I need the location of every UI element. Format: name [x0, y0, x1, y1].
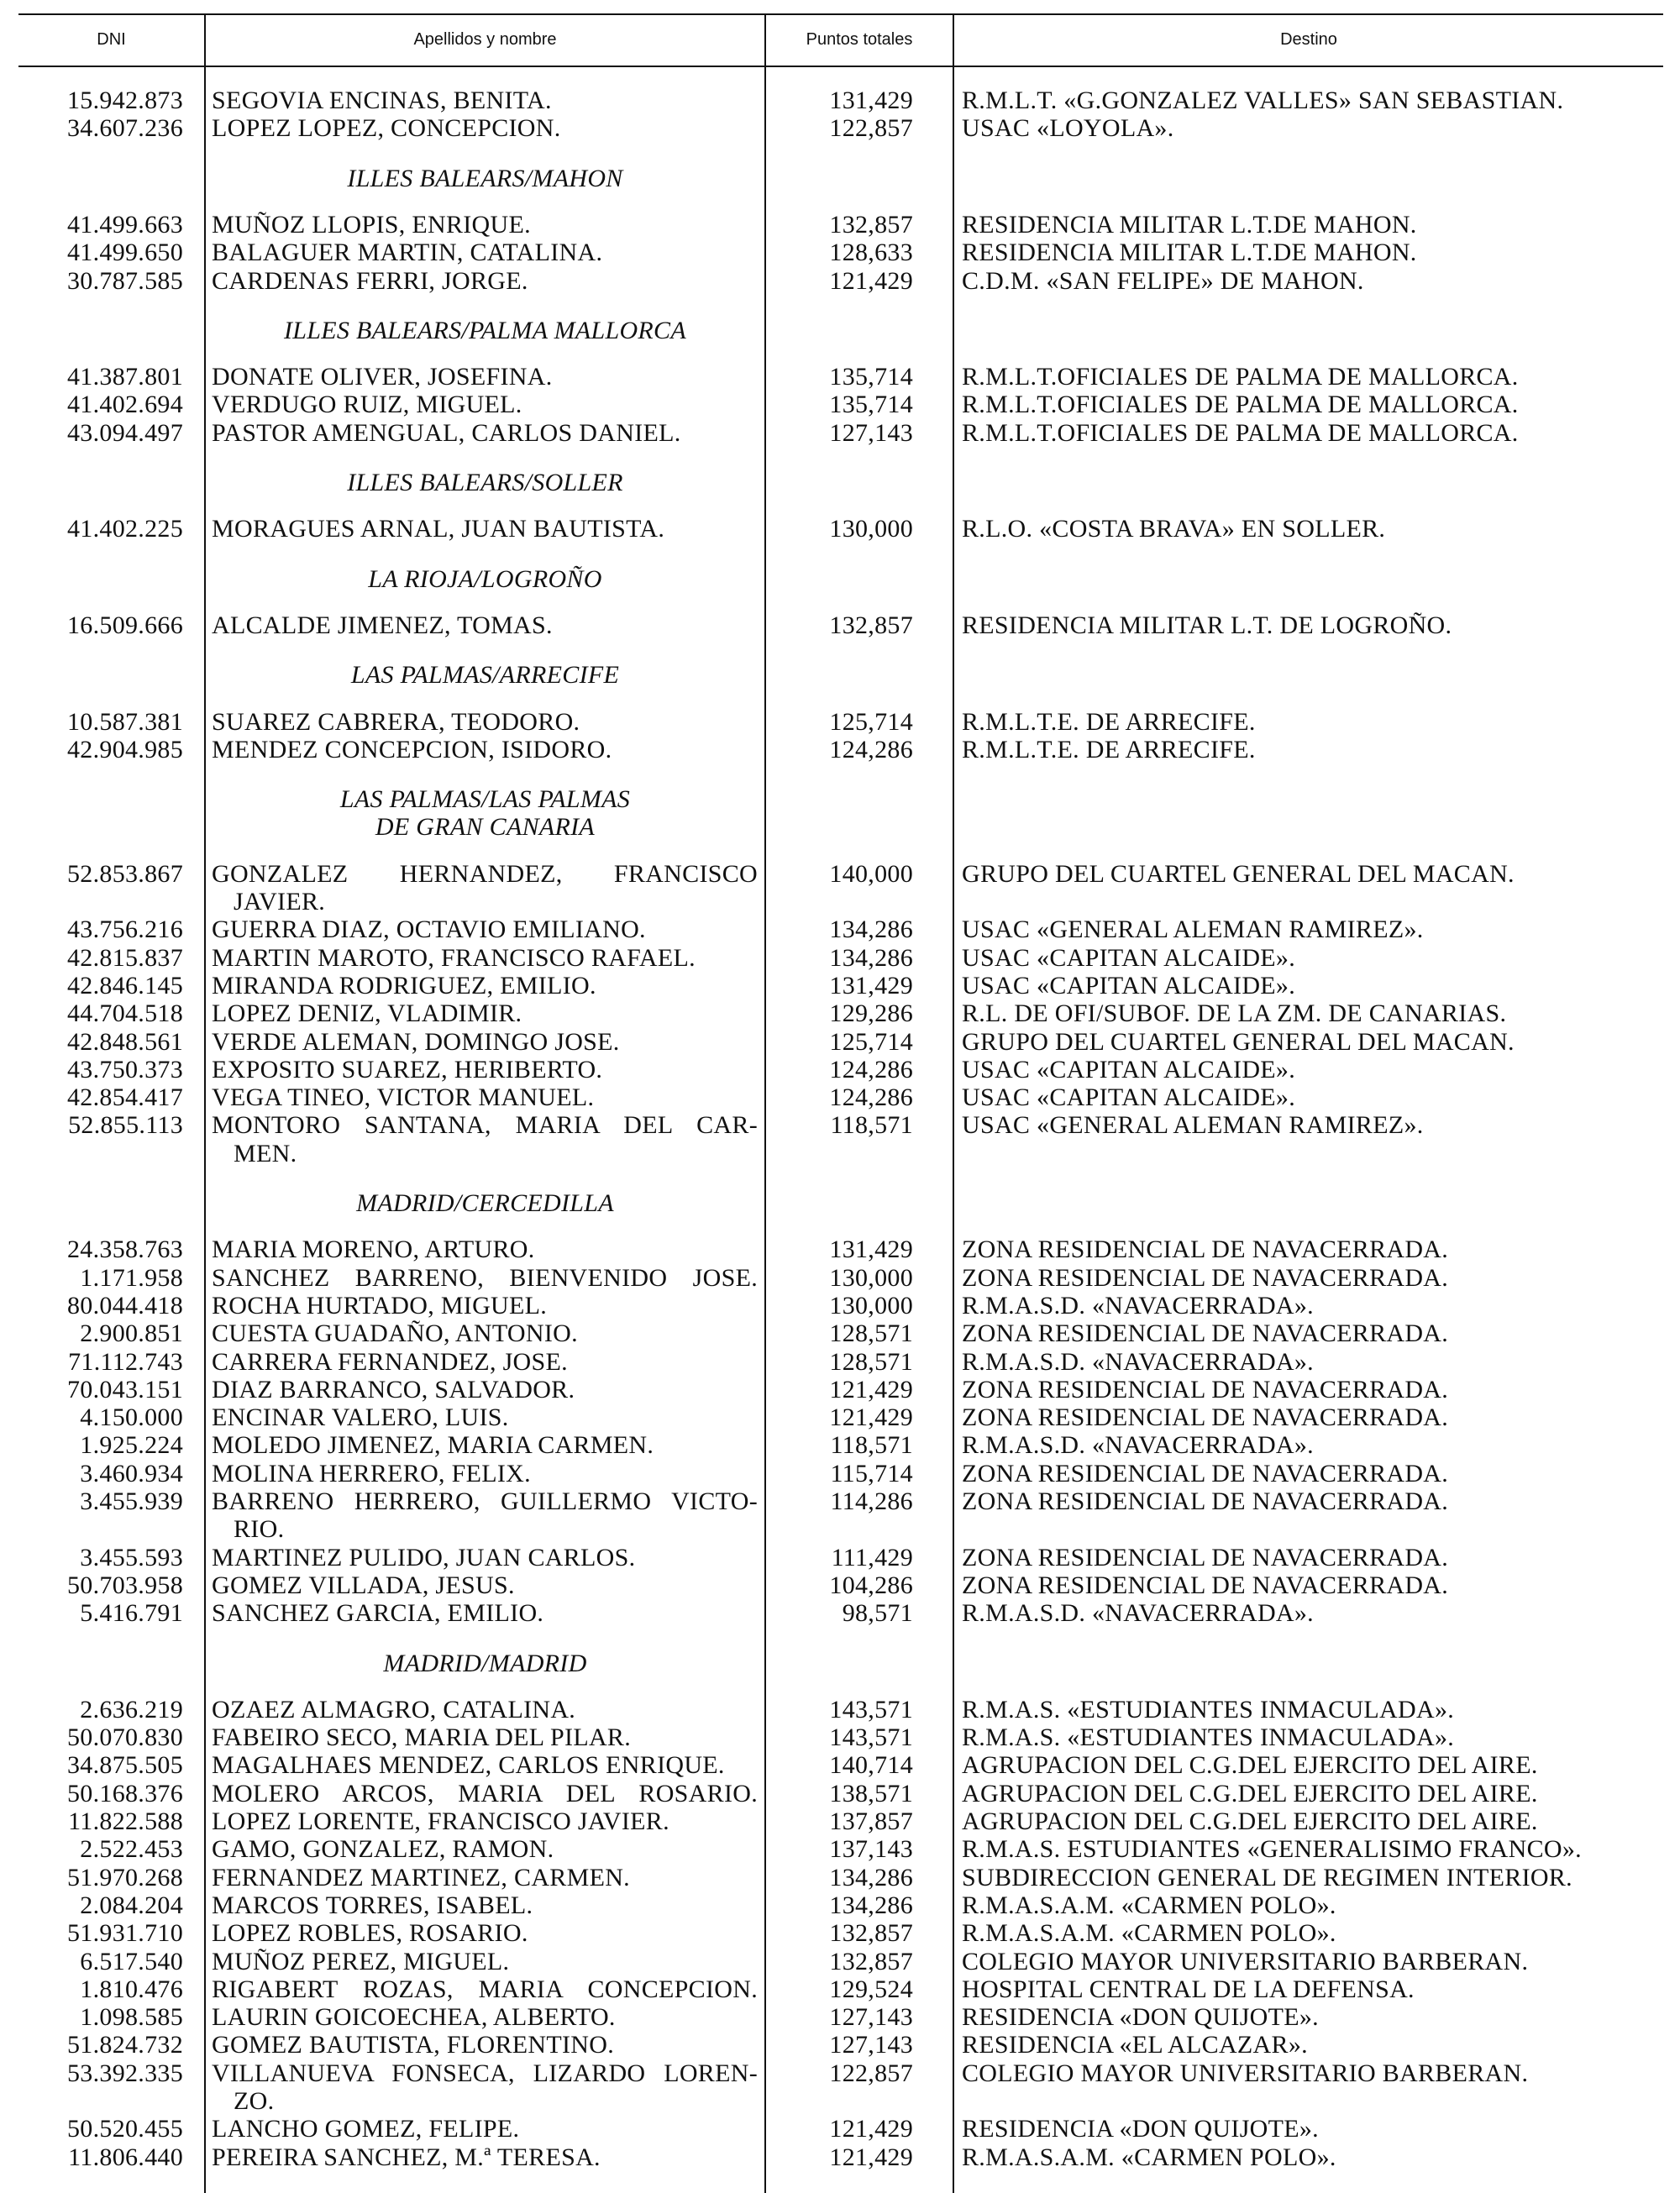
points-cell: 132,857 — [829, 1919, 913, 1948]
points-cell: 121,429 — [829, 1403, 913, 1432]
table-row — [0, 211, 1680, 239]
destination-cell: ZONA RESIDENCIAL DE NAVACERRADA. — [962, 1236, 1449, 1264]
section-heading: ILLES BALEARS/PALMA MALLORCA — [284, 316, 686, 344]
table-row — [0, 915, 1680, 943]
name-cell: MOLINA HERRERO, FELIX. — [212, 1459, 531, 1487]
dni-cell: 52.855.113 — [68, 1111, 183, 1140]
points-cell: 129,524 — [829, 1975, 913, 2003]
name-cell: FERNANDEZ MARTINEZ, CARMEN. — [212, 1863, 630, 1891]
name-cell: ENCINAR VALERO, LUIS. — [212, 1403, 509, 1432]
destination-cell: AGRUPACION DEL C.G.DEL EJERCITO DEL AIRE. — [962, 1807, 1538, 1835]
points-cell: 134,286 — [829, 1863, 913, 1891]
name-cell: MAGALHAES MENDEZ, CARLOS ENRIQUE. — [212, 1751, 725, 1780]
table-row-continuation — [0, 1140, 1680, 1167]
name-cell: VERDE ALEMAN, DOMINGO JOSE. — [212, 1027, 620, 1056]
destination-cell: USAC «CAPITAN ALCAIDE». — [962, 1083, 1296, 1112]
dni-cell: 34.607.236 — [67, 114, 183, 143]
section-heading-continuation: DE GRAN CANARIA — [375, 813, 596, 842]
destination-cell: GRUPO DEL CUARTEL GENERAL DEL MACAN. — [962, 1027, 1515, 1056]
table-row — [0, 708, 1680, 736]
table-row — [0, 1835, 1680, 1863]
dni-cell: 42.854.417 — [67, 1083, 183, 1112]
points-cell: 128,571 — [829, 1319, 913, 1348]
table-row — [0, 972, 1680, 999]
dni-cell: 50.070.830 — [67, 1723, 183, 1752]
section-heading: LAS PALMAS/LAS PALMAS — [339, 785, 631, 814]
table-row — [0, 1864, 1680, 1891]
name-cell: CARRERA FERNANDEZ, JOSE. — [212, 1347, 568, 1376]
points-cell: 143,571 — [829, 1695, 913, 1723]
name-cell: MORAGUES ARNAL, JUAN BAUTISTA. — [212, 515, 665, 543]
points-cell: 127,143 — [829, 418, 913, 447]
name-cell: SANCHEZ GARCIA, EMILIO. — [212, 1599, 544, 1628]
table-row — [0, 1111, 1680, 1139]
dni-cell: 10.587.381 — [67, 707, 183, 736]
destination-cell: R.L. DE OFI/SUBOF. DE LA ZM. DE CANARIAS. — [962, 999, 1507, 1028]
name-cell: MARCOS TORRES, ISABEL. — [212, 1891, 533, 1919]
dni-cell: 2.900.851 — [80, 1319, 183, 1348]
name-cell-continuation: MEN. — [234, 1139, 297, 1167]
destination-cell: R.M.A.S.A.M. «CARMEN POLO». — [962, 1919, 1336, 1948]
destination-cell: AGRUPACION DEL C.G.DEL EJERCITO DEL AIRE. — [962, 1779, 1538, 1807]
table-row — [0, 2003, 1680, 2031]
destination-cell: USAC «CAPITAN ALCAIDE». — [962, 943, 1296, 972]
dni-cell: 50.703.958 — [67, 1571, 183, 1599]
destination-cell: GRUPO DEL CUARTEL GENERAL DEL MACAN. — [962, 859, 1515, 888]
destination-cell: R.M.A.S.D. «NAVACERRADA». — [962, 1599, 1314, 1628]
dni-cell: 15.942.873 — [67, 87, 183, 114]
name-cell: PASTOR AMENGUAL, CARLOS DANIEL. — [212, 418, 681, 447]
dni-cell: 11.822.588 — [68, 1807, 183, 1835]
destination-cell: ZONA RESIDENCIAL DE NAVACERRADA. — [962, 1459, 1449, 1487]
destination-cell: RESIDENCIA MILITAR L.T.DE MAHON. — [962, 210, 1417, 239]
table-row — [0, 1599, 1680, 1627]
dni-cell: 80.044.418 — [67, 1291, 183, 1319]
name-cell: MIRANDA RODRIGUEZ, EMILIO. — [212, 971, 596, 999]
name-cell: BALAGUER MARTIN, CATALINA. — [212, 239, 603, 267]
points-cell: 125,714 — [829, 1027, 913, 1056]
table-row — [0, 1236, 1680, 1263]
dni-cell: 1.925.224 — [80, 1431, 183, 1460]
points-cell: 127,143 — [829, 2031, 913, 2059]
destination-cell: USAC «GENERAL ALEMAN RAMIREZ». — [962, 1111, 1424, 1140]
name-cell: LOPEZ LOPEZ, CONCEPCION. — [212, 114, 561, 143]
name-cell: MUÑOZ PEREZ, MIGUEL. — [212, 1947, 510, 1975]
table-header-rule — [18, 66, 1663, 67]
destination-cell: R.M.L.T.OFICIALES DE PALMA DE MALLORCA. — [962, 391, 1519, 419]
name-cell: LAURIN GOICOECHEA, ALBERTO. — [212, 2003, 616, 2032]
table-row — [0, 611, 1680, 639]
table-row — [0, 1948, 1680, 1975]
table-row — [0, 1891, 1680, 1919]
destination-cell: R.M.A.S.D. «NAVACERRADA». — [962, 1291, 1314, 1319]
table-row — [0, 1751, 1680, 1779]
name-cell: MARIA MORENO, ARTURO. — [212, 1236, 535, 1264]
name-cell: DIAZ BARRANCO, SALVADOR. — [212, 1375, 575, 1403]
destination-cell: AGRUPACION DEL C.G.DEL EJERCITO DEL AIRE. — [962, 1751, 1538, 1780]
table-row — [0, 1319, 1680, 1347]
name-cell: OZAEZ ALMAGRO, CATALINA. — [212, 1695, 576, 1723]
points-cell: 121,429 — [829, 2115, 913, 2143]
name-cell: PEREIRA SANCHEZ, M.ª TERESA. — [212, 2143, 601, 2171]
table-row — [0, 1083, 1680, 1111]
dni-cell: 1.810.476 — [80, 1975, 183, 2003]
dni-cell: 43.756.216 — [67, 915, 183, 944]
destination-cell: R.M.A.S. «ESTUDIANTES INMACULADA». — [962, 1695, 1455, 1723]
table-row — [0, 1807, 1680, 1835]
points-cell: 143,571 — [829, 1723, 913, 1752]
points-cell: 128,571 — [829, 1347, 913, 1376]
table-row — [0, 2031, 1680, 2059]
dni-cell: 52.853.867 — [67, 859, 183, 888]
points-cell: 125,714 — [829, 707, 913, 736]
table-row — [0, 1780, 1680, 1807]
table-row — [0, 1403, 1680, 1431]
points-cell: 140,714 — [829, 1751, 913, 1780]
table-row — [0, 1264, 1680, 1292]
destination-cell: R.M.A.S.A.M. «CARMEN POLO». — [962, 1891, 1336, 1919]
table-row — [0, 1571, 1680, 1599]
destination-cell: RESIDENCIA «DON QUIJOTE». — [962, 2115, 1319, 2143]
section-heading: MADRID/MADRID — [383, 1649, 587, 1677]
points-cell: 122,857 — [829, 2059, 913, 2087]
destination-cell: USAC «CAPITAN ALCAIDE». — [962, 971, 1296, 999]
points-cell: 98,571 — [842, 1599, 913, 1628]
name-cell: GOMEZ BAUTISTA, FLORENTINO. — [212, 2031, 615, 2059]
dni-cell: 24.358.763 — [67, 1236, 183, 1264]
dni-cell: 41.402.225 — [67, 515, 183, 543]
points-cell: 131,429 — [829, 87, 913, 114]
name-cell: GOMEZ VILLADA, JESUS. — [212, 1571, 515, 1599]
destination-cell: RESIDENCIA «DON QUIJOTE». — [962, 2003, 1319, 2032]
table-row — [0, 1056, 1680, 1083]
section-heading: MADRID/CERCEDILLA — [356, 1189, 614, 1217]
dni-cell: 41.387.801 — [67, 363, 183, 391]
dni-cell: 50.168.376 — [67, 1779, 183, 1807]
points-cell: 132,857 — [829, 210, 913, 239]
dni-cell: 41.499.663 — [67, 210, 183, 239]
points-cell: 134,286 — [829, 1891, 913, 1919]
dni-cell: 51.931.710 — [67, 1919, 183, 1948]
table-row — [0, 2059, 1680, 2087]
dni-cell: 11.806.440 — [68, 2143, 183, 2171]
destination-cell: COLEGIO MAYOR UNIVERSITARIO BARBERAN. — [962, 1947, 1529, 1975]
points-cell: 140,000 — [829, 859, 913, 888]
destination-cell: HOSPITAL CENTRAL DE LA DEFENSA. — [962, 1975, 1415, 2003]
destination-cell: R.L.O. «COSTA BRAVA» EN SOLLER. — [962, 515, 1386, 543]
section-heading: ILLES BALEARS/MAHON — [347, 164, 623, 192]
destination-cell: ZONA RESIDENCIAL DE NAVACERRADA. — [962, 1571, 1449, 1599]
dni-cell: 43.750.373 — [67, 1055, 183, 1083]
table-row — [0, 1919, 1680, 1947]
points-cell: 130,000 — [829, 1291, 913, 1319]
name-cell-continuation: JAVIER. — [234, 888, 326, 915]
dni-cell: 2.636.219 — [80, 1695, 183, 1723]
name-cell: ALCALDE JIMENEZ, TOMAS. — [212, 611, 553, 639]
destination-cell: RESIDENCIA MILITAR L.T.DE MAHON. — [962, 239, 1417, 267]
points-cell: 121,429 — [829, 2143, 913, 2171]
destination-cell: COLEGIO MAYOR UNIVERSITARIO BARBERAN. — [962, 2059, 1529, 2087]
dni-cell: 3.455.939 — [80, 1487, 183, 1515]
destination-cell: USAC «CAPITAN ALCAIDE». — [962, 1055, 1296, 1083]
name-cell: SANCHEZ BARRENO, BIENVENIDO JOSE. — [212, 1263, 758, 1292]
points-cell: 135,714 — [829, 363, 913, 391]
destination-cell: ZONA RESIDENCIAL DE NAVACERRADA. — [962, 1487, 1449, 1515]
points-cell: 127,143 — [829, 2003, 913, 2032]
dni-cell: 3.460.934 — [80, 1459, 183, 1487]
name-cell-continuation: ZO. — [234, 2087, 275, 2115]
table-row — [0, 391, 1680, 418]
table-row — [0, 1544, 1680, 1571]
destination-cell: C.D.M. «SAN FELIPE» DE MAHON. — [962, 266, 1364, 295]
destination-cell: ZONA RESIDENCIAL DE NAVACERRADA. — [962, 1263, 1449, 1292]
points-cell: 137,857 — [829, 1807, 913, 1835]
dni-cell: 42.904.985 — [67, 735, 183, 763]
points-cell: 124,286 — [829, 1083, 913, 1112]
dni-cell: 42.815.837 — [67, 943, 183, 972]
dni-cell: 70.043.151 — [67, 1375, 183, 1403]
table-row-continuation — [0, 1515, 1680, 1543]
name-cell: EXPOSITO SUAREZ, HERIBERTO. — [212, 1055, 603, 1083]
name-cell: LOPEZ DENIZ, VLADIMIR. — [212, 999, 522, 1028]
dni-cell: 51.970.268 — [67, 1863, 183, 1891]
name-cell: DONATE OLIVER, JOSEFINA. — [212, 363, 553, 391]
points-cell: 115,714 — [830, 1459, 913, 1487]
destination-cell: R.M.L.T.E. DE ARRECIFE. — [962, 707, 1256, 736]
points-cell: 124,286 — [829, 735, 913, 763]
name-cell: RIGABERT ROZAS, MARIA CONCEPCION. — [212, 1975, 758, 2003]
name-cell: GAMO, GONZALEZ, RAMON. — [212, 1835, 554, 1864]
table-row — [0, 87, 1680, 114]
table-row — [0, 2143, 1680, 2171]
destination-cell: R.M.A.S.A.M. «CARMEN POLO». — [962, 2143, 1336, 2171]
dni-cell: 34.875.505 — [67, 1751, 183, 1780]
destination-cell: R.M.A.S.D. «NAVACERRADA». — [962, 1347, 1314, 1376]
points-cell: 134,286 — [829, 915, 913, 944]
points-cell: 135,714 — [829, 391, 913, 419]
name-cell: GUERRA DIAZ, OCTAVIO EMILIANO. — [212, 915, 646, 944]
dni-cell: 42.846.145 — [67, 971, 183, 999]
points-cell: 134,286 — [829, 943, 913, 972]
points-cell: 124,286 — [829, 1055, 913, 1083]
destination-cell: R.M.A.S. «ESTUDIANTES INMACULADA». — [962, 1723, 1455, 1752]
table-row — [0, 1292, 1680, 1319]
dni-cell: 53.392.335 — [67, 2059, 183, 2087]
name-cell: VILLANUEVA FONSECA, LIZARDO LOREN- — [212, 2059, 758, 2087]
name-cell: ROCHA HURTADO, MIGUEL. — [212, 1291, 548, 1319]
name-cell: SEGOVIA ENCINAS, BENITA. — [212, 87, 552, 114]
name-cell: MOLEDO JIMENEZ, MARIA CARMEN. — [212, 1431, 654, 1460]
name-cell: MENDEZ CONCEPCION, ISIDORO. — [212, 735, 612, 763]
destination-cell: SUBDIRECCION GENERAL DE REGIMEN INTERIOR. — [962, 1863, 1572, 1891]
destination-cell: R.M.L.T.E. DE ARRECIFE. — [962, 735, 1256, 763]
destination-cell: ZONA RESIDENCIAL DE NAVACERRADA. — [962, 1403, 1449, 1432]
table-row — [0, 1028, 1680, 1056]
destination-cell: RESIDENCIA MILITAR L.T. DE LOGROÑO. — [962, 611, 1452, 639]
table-row — [0, 860, 1680, 888]
name-cell: MOLERO ARCOS, MARIA DEL ROSARIO. — [212, 1779, 758, 1807]
table-row — [0, 363, 1680, 391]
points-cell: 138,571 — [829, 1779, 913, 1807]
name-cell: GONZALEZ HERNANDEZ, FRANCISCO — [212, 859, 758, 888]
table-row — [0, 1376, 1680, 1403]
destination-cell: R.M.L.T.OFICIALES DE PALMA DE MALLORCA. — [962, 418, 1519, 447]
section-heading: ILLES BALEARS/SOLLER — [347, 469, 623, 496]
points-cell: 114,286 — [830, 1487, 913, 1515]
table-row — [0, 114, 1680, 142]
points-cell: 131,429 — [829, 1236, 913, 1264]
name-cell: MARTINEZ PULIDO, JUAN CARLOS. — [212, 1543, 636, 1571]
name-cell: MONTORO SANTANA, MARIA DEL CAR- — [212, 1111, 758, 1140]
table-row — [0, 239, 1680, 266]
name-cell: MUÑOZ LLOPIS, ENRIQUE. — [212, 210, 531, 239]
dni-cell: 4.150.000 — [80, 1403, 183, 1432]
points-cell: 130,000 — [829, 1263, 913, 1292]
points-cell: 132,857 — [829, 611, 913, 639]
points-cell: 128,633 — [829, 239, 913, 267]
table-row-continuation — [0, 2087, 1680, 2115]
name-cell: MARTIN MAROTO, FRANCISCO RAFAEL. — [212, 943, 696, 972]
name-cell: VERDUGO RUIZ, MIGUEL. — [212, 391, 522, 419]
name-cell: VEGA TINEO, VICTOR MANUEL. — [212, 1083, 595, 1112]
destination-cell: USAC «GENERAL ALEMAN RAMIREZ». — [962, 915, 1424, 944]
dni-cell: 5.416.791 — [80, 1599, 183, 1628]
table-row — [0, 1487, 1680, 1515]
name-cell: LOPEZ ROBLES, ROSARIO. — [212, 1919, 528, 1948]
points-cell: 137,143 — [829, 1835, 913, 1864]
destination-cell: ZONA RESIDENCIAL DE NAVACERRADA. — [962, 1319, 1449, 1348]
dni-cell: 42.848.561 — [67, 1027, 183, 1056]
destination-cell: USAC «LOYOLA». — [962, 114, 1174, 143]
header-destination: Destino — [1280, 29, 1337, 49]
points-cell: 129,286 — [829, 999, 913, 1028]
points-cell: 118,571 — [830, 1111, 913, 1140]
section-heading: LA RIOJA/LOGROÑO — [368, 564, 602, 593]
points-cell: 104,286 — [829, 1571, 913, 1599]
table-row — [0, 515, 1680, 543]
table-row — [0, 1723, 1680, 1751]
header-dni: DNI — [97, 29, 126, 49]
points-cell: 122,857 — [829, 114, 913, 143]
table-row — [0, 999, 1680, 1027]
dni-cell: 71.112.743 — [68, 1347, 183, 1376]
dni-cell: 30.787.585 — [67, 266, 183, 295]
table-row-continuation — [0, 888, 1680, 915]
table-row — [0, 944, 1680, 972]
table-row — [0, 1696, 1680, 1723]
dni-cell: 50.520.455 — [67, 2115, 183, 2143]
points-cell: 111,429 — [831, 1543, 913, 1571]
destination-cell: RESIDENCIA «EL ALCAZAR». — [962, 2031, 1308, 2059]
points-cell: 121,429 — [829, 1375, 913, 1403]
table-row — [0, 1431, 1680, 1459]
dni-cell: 1.171.958 — [80, 1263, 183, 1292]
dni-cell: 3.455.593 — [80, 1543, 183, 1571]
header-points: Puntos totales — [806, 29, 913, 49]
dni-cell: 16.509.666 — [67, 611, 183, 639]
destination-cell: R.M.A.S.D. «NAVACERRADA». — [962, 1431, 1314, 1460]
section-heading: LAS PALMAS/ARRECIFE — [350, 661, 620, 690]
dni-cell: 41.402.694 — [67, 391, 183, 419]
dni-cell: 43.094.497 — [67, 418, 183, 447]
table-row — [0, 736, 1680, 763]
dni-cell: 2.522.453 — [80, 1835, 183, 1864]
dni-cell: 44.704.518 — [67, 999, 183, 1028]
table-row — [0, 1348, 1680, 1376]
header-name: Apellidos y nombre — [413, 29, 557, 49]
dni-cell: 51.824.732 — [67, 2031, 183, 2059]
table-row — [0, 419, 1680, 447]
name-cell: BARRENO HERRERO, GUILLERMO VICTO- — [212, 1487, 758, 1515]
table-row — [0, 1460, 1680, 1487]
dni-cell: 2.084.204 — [80, 1891, 183, 1919]
destination-cell: R.M.L.T.OFICIALES DE PALMA DE MALLORCA. — [962, 363, 1519, 391]
points-cell: 131,429 — [829, 971, 913, 999]
name-cell: LOPEZ LORENTE, FRANCISCO JAVIER. — [212, 1807, 669, 1835]
destination-cell: R.M.A.S. ESTUDIANTES «GENERALISIMO FRANCO». — [962, 1835, 1582, 1864]
name-cell: CUESTA GUADAÑO, ANTONIO. — [212, 1319, 578, 1348]
destination-cell: ZONA RESIDENCIAL DE NAVACERRADA. — [962, 1375, 1449, 1403]
points-cell: 121,429 — [829, 266, 913, 295]
name-cell: FABEIRO SECO, MARIA DEL PILAR. — [212, 1723, 632, 1752]
dni-cell: 6.517.540 — [80, 1947, 183, 1975]
points-cell: 118,571 — [830, 1431, 913, 1460]
name-cell-continuation: RIO. — [234, 1515, 285, 1544]
points-cell: 132,857 — [829, 1947, 913, 1975]
destination-cell: ZONA RESIDENCIAL DE NAVACERRADA. — [962, 1543, 1449, 1571]
table-row — [0, 2115, 1680, 2143]
table-row — [0, 1975, 1680, 2003]
destination-cell: R.M.L.T. «G.GONZALEZ VALLES» SAN SEBASTIAN. — [962, 87, 1564, 114]
name-cell: LANCHO GOMEZ, FELIPE. — [212, 2115, 520, 2143]
name-cell: CARDENAS FERRI, JORGE. — [212, 266, 528, 295]
points-cell: 130,000 — [829, 515, 913, 543]
dni-cell: 1.098.585 — [80, 2003, 183, 2032]
name-cell: SUAREZ CABRERA, TEODORO. — [212, 707, 580, 736]
dni-cell: 41.499.650 — [67, 239, 183, 267]
table-row — [0, 267, 1680, 295]
